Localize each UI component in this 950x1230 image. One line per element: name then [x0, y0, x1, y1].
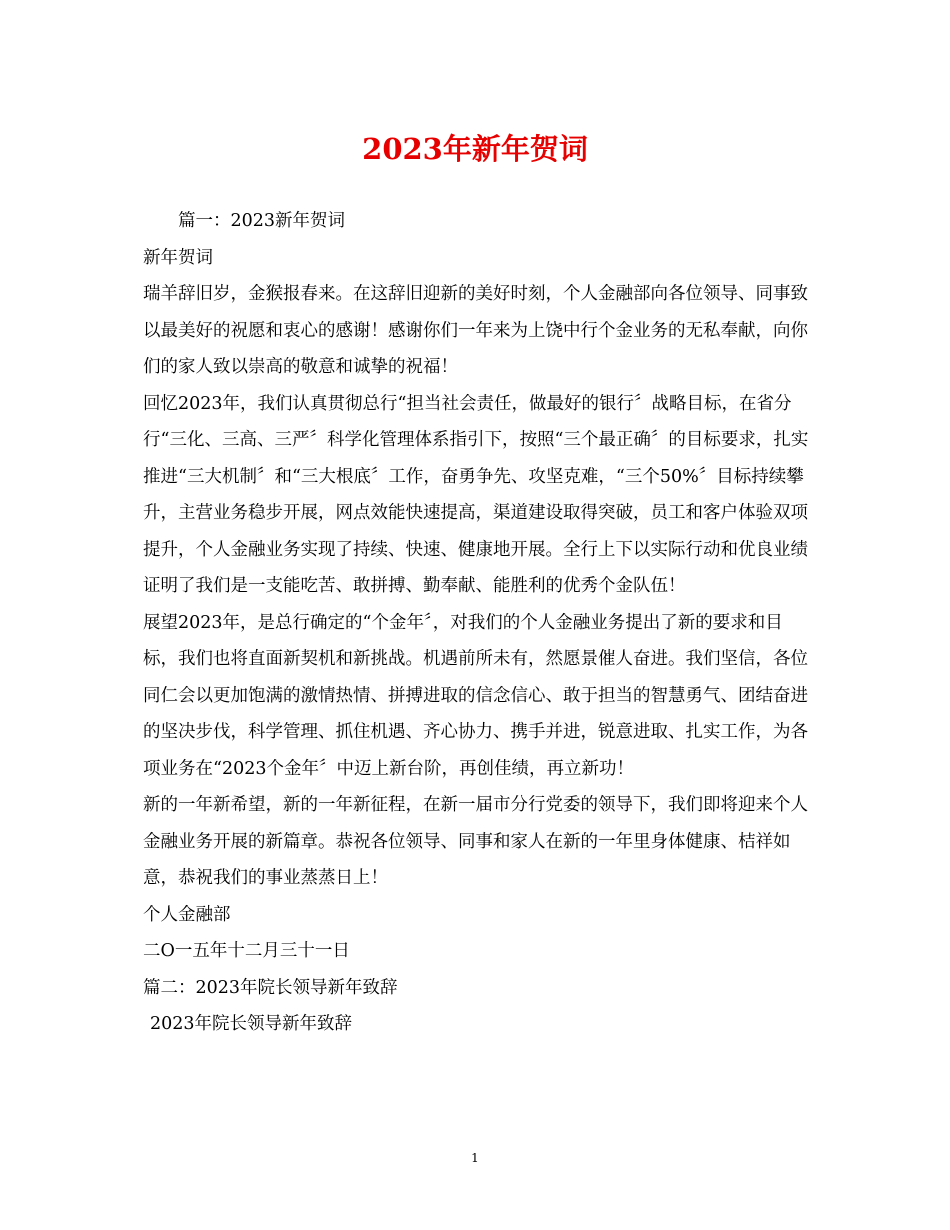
section-heading-2: 篇二：2023年院长领导新年致辞 — [143, 977, 398, 998]
section-subtitle-2: 2023年院长领导新年致辞 — [150, 1014, 353, 1034]
paragraph-wishes: 新的一年新希望，新的一年新征程，在新一届市分行党委的领导下，我们即将迎来个人金融业务开展的新篇章。恭祝各位领导、同事和家人在新的一年里身体健康、桔祥如意，恭祝我们的事业蒸蒸日上！ — [143, 795, 808, 888]
document-body — [143, 203, 811, 1043]
document-title: 2023年新年贺词 — [362, 132, 588, 166]
section-heading-1: 篇一：2023新年贺词 — [178, 211, 346, 231]
paragraph-outlook: 展望2023年，是总行确定的“个金年〞，对我们的个人金融业务提出了新的要求和目标，我们也将直面新契机和新挑战。机遇前所未有，然愿景催人奋进。我们坚信，各位同仁会以更加饱满的激情热情、拼搏进取的信念信心、敢于担当的智慧勇气、团结奋进的坚决步伐，科学管理、抓住机遇、齐心协力、携手并进，锐意进取、扎实工作，为各项业务在“2023个金年〞中迈上新台阶，再创佳绩，再立新功！ — [143, 612, 808, 779]
page-number: 1 — [471, 1151, 479, 1165]
signature-department: 个人金融部 — [143, 904, 231, 925]
paragraph-review: 回忆2023年，我们认真贯彻总行“担当社会责任，做最好的银行〞战略目标，在省分行“三化、三高、三严〞科学化管理体系指引下，按照“三个最正确〞的目标要求，扎实推进“三大机制〞和“三大根底〞工作，奋勇争先、攻坚克难，“三个50%〞目标持续攀升，主营业务稳步开展，网点效能快速提高，渠道建设取得突破，员工和客户体验双项提升，个人金融业务实现了持续、快速、健康地开展。全行上下以实际行动和优良业绩证明了我们是一支能吃苦、敢拼搏、勤奉献、能胜利的优秀个金队伍！ — [143, 393, 809, 596]
paragraph-greeting: 瑞羊辞旧岁，金猴报春来。在这辞旧迎新的美好时刻，个人金融部向各位领导、同事致以最美好的祝愿和衷心的感谢！感谢你们一年来为上饶中行个金业务的无私奉献，向你们的家人致以崇高的敬意和诚挚的祝福！ — [143, 284, 808, 377]
subheading: 新年贺词 — [143, 247, 213, 268]
signature-date: 二O一五年十二月三十一日 — [143, 941, 350, 961]
